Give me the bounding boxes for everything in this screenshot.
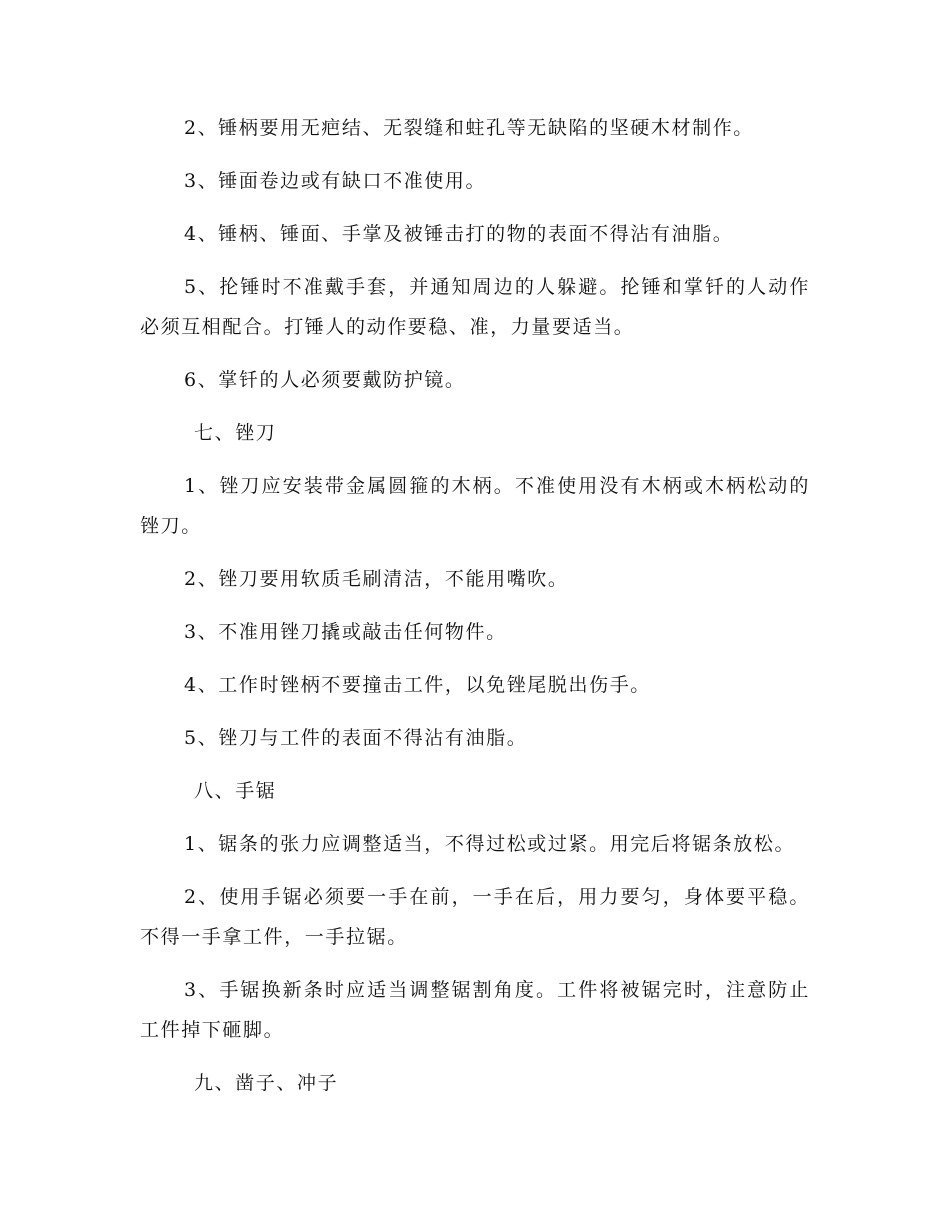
paragraph: 3、手锯换新条时应适当调整锯割角度。工件将被锯完时，注意防止工件掉下砸脚。	[140, 979, 810, 1041]
paragraph: 2、锤柄要用无疤结、无裂缝和蛀孔等无缺陷的坚硬木材制作。	[184, 117, 754, 139]
paragraph: 3、不准用锉刀撬或敲击任何物件。	[184, 621, 507, 643]
section-heading: 九、凿子、冲子	[194, 1072, 339, 1094]
paragraph: 5、锉刀与工件的表面不得沾有油脂。	[184, 727, 528, 749]
paragraph: 1、锉刀应安装带金属圆箍的木柄。不准使用没有木柄或木柄松动的锉刀。	[140, 475, 810, 537]
paragraph: 5、抡锤时不准戴手套，并通知周边的人躲避。抡锤和掌钎的人动作必须互相配合。打锤人的动作要稳、准，力量要适当。	[140, 276, 810, 338]
section-heading: 八、手锯	[194, 780, 277, 802]
paragraph: 6、掌钎的人必须要戴防护镜。	[184, 369, 466, 391]
paragraph: 1、锯条的张力应调整适当，不得过松或过紧。用完后将锯条放松。	[184, 833, 796, 855]
paragraph: 4、锤柄、锤面、手掌及被锤击打的物的表面不得沾有油脂。	[184, 223, 734, 245]
paragraph: 2、使用手锯必须要一手在前，一手在后，用力要匀，身体要平稳。不得一手拿工件，一手拉锯。	[140, 886, 810, 948]
paragraph: 2、锉刀要用软质毛刷清洁，不能用嘴吹。	[184, 568, 569, 590]
section-heading: 七、锉刀	[194, 422, 277, 444]
paragraph: 3、锤面卷边或有缺口不准使用。	[184, 170, 487, 192]
paragraph: 4、工作时锉柄不要撞击工件，以免锉尾脱出伤手。	[184, 674, 651, 696]
document-body	[140, 108, 810, 1103]
